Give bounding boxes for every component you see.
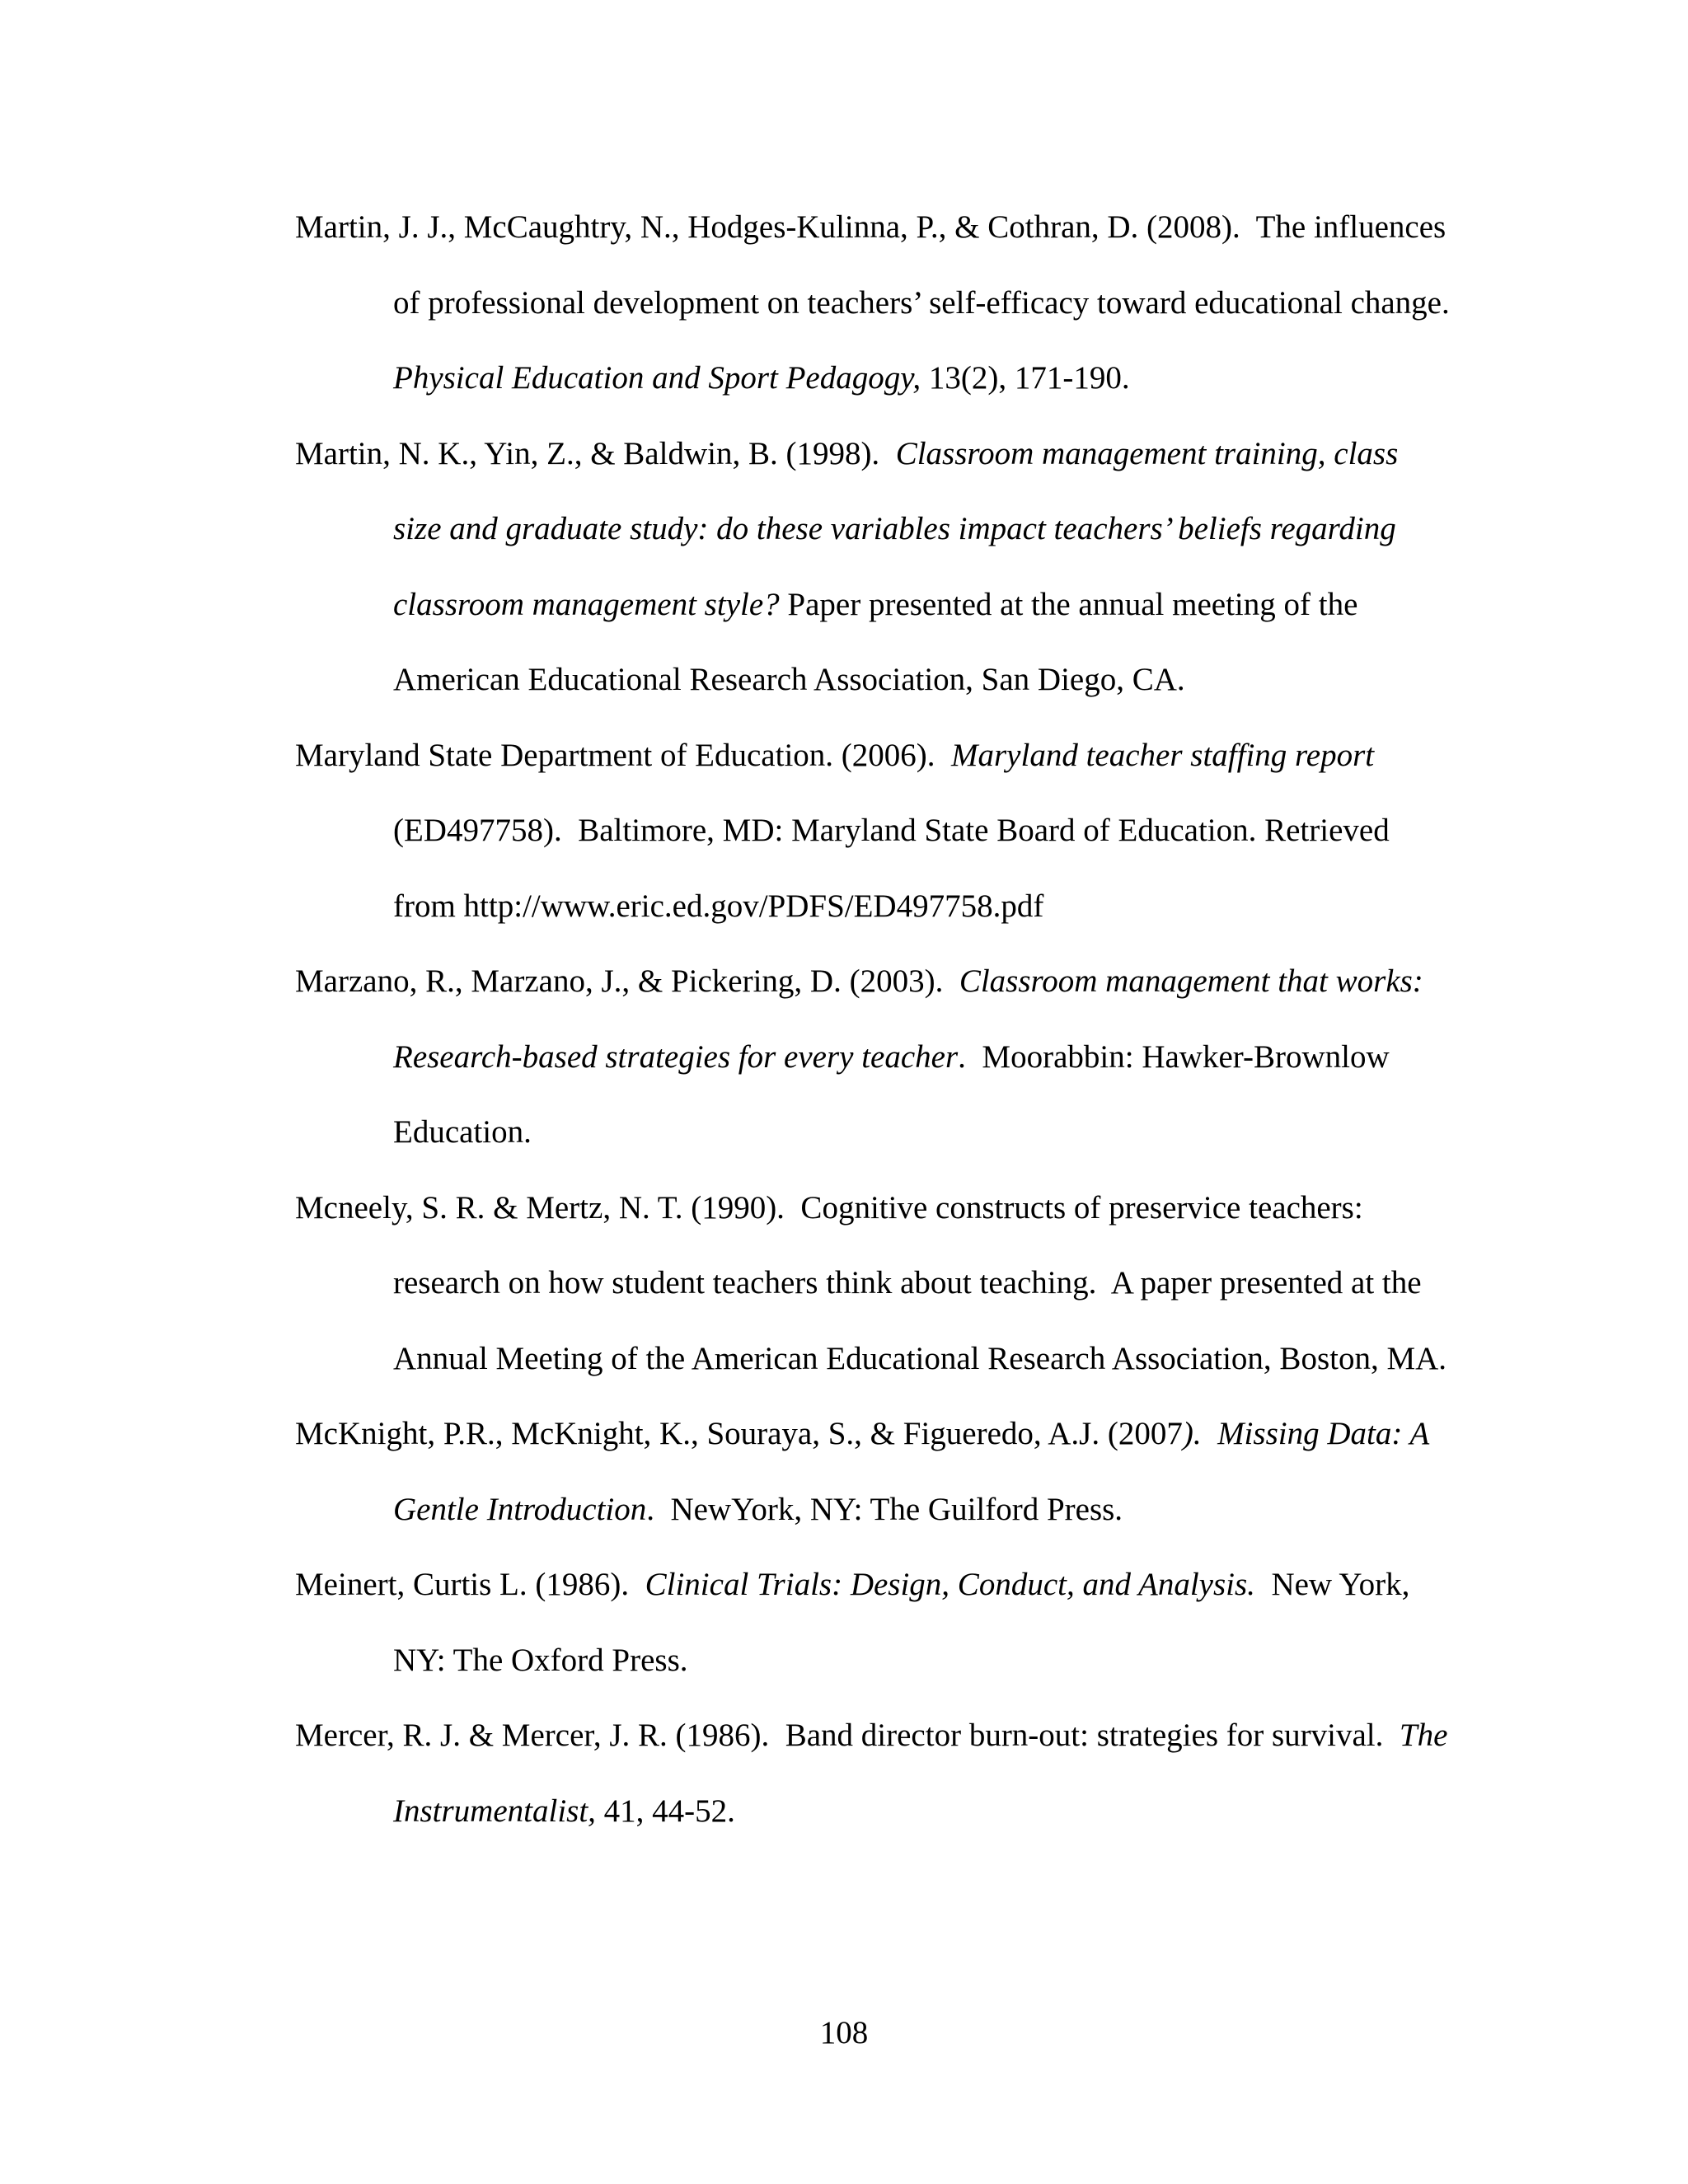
italic-text: Research-based strategies for every teacher xyxy=(393,1038,959,1075)
reference-line xyxy=(295,416,1474,492)
reference-line xyxy=(295,1774,1474,1849)
italic-text: Physical Education and Sport Pedagogy, xyxy=(393,360,921,396)
reference-text: 13(2), 171-190. xyxy=(921,360,1130,396)
italic-text: Maryland teacher staffing report xyxy=(951,737,1375,773)
reference-line xyxy=(295,1321,1474,1397)
reference-text: Martin, J. J., McCaughtry, N., Hodges-Kulinna, P., & Cothran, D. (2008). The influences xyxy=(295,209,1447,245)
italic-text: classroom management style? xyxy=(393,586,780,622)
reference-line xyxy=(295,869,1474,944)
reference-line xyxy=(295,718,1474,794)
reference-line xyxy=(295,1094,1474,1170)
italic-text: Classroom management training, class xyxy=(895,435,1399,471)
reference-line xyxy=(295,491,1474,567)
reference-text: American Educational Research Association, San Diego, CA. xyxy=(393,662,1185,697)
reference-entry xyxy=(295,944,1474,1170)
reference-text: NY: The Oxford Press. xyxy=(393,1642,688,1678)
reference-list xyxy=(295,190,1474,1849)
reference-entry xyxy=(295,190,1474,416)
reference-entry xyxy=(295,1698,1474,1849)
reference-text: from http://www.eric.ed.gov/PDFS/ED497758.pdf xyxy=(393,888,1044,924)
reference-text: research on how student teachers think about teaching. A paper presented at the xyxy=(393,1265,1422,1301)
reference-line xyxy=(295,340,1474,416)
reference-line xyxy=(295,1396,1474,1472)
italic-text: ). Missing Data: A xyxy=(1182,1416,1430,1451)
italic-text: The xyxy=(1399,1718,1448,1753)
reference-line xyxy=(295,567,1474,643)
italic-text: Gentle Introduction xyxy=(393,1491,647,1527)
reference-text: Maryland State Department of Education. (2006). xyxy=(295,737,952,773)
reference-line xyxy=(295,1245,1474,1321)
reference-entry xyxy=(295,1396,1474,1547)
reference-line xyxy=(295,1019,1474,1095)
reference-entry xyxy=(295,1170,1474,1397)
italic-text: size and graduate study: do these variables impact teachers’ beliefs regarding xyxy=(393,511,1396,546)
reference-text: Paper presented at the annual meeting of the xyxy=(779,586,1358,622)
italic-text: Instrumentalist, xyxy=(393,1793,596,1829)
reference-text: Education. xyxy=(393,1114,532,1150)
reference-text: Mcneely, S. R. & Mertz, N. T. (1990). Cognitive constructs of preservice teachers: xyxy=(295,1189,1363,1226)
reference-text: . NewYork, NY: The Guilford Press. xyxy=(646,1491,1123,1527)
reference-line xyxy=(295,793,1474,869)
reference-entry xyxy=(295,1547,1474,1698)
reference-text: McKnight, P.R., McKnight, K., Souraya, S., & Figueredo, A.J. (2007 xyxy=(295,1416,1183,1451)
italic-text: Classroom management that works: xyxy=(959,963,1423,999)
reference-text: 41, 44-52. xyxy=(595,1793,735,1829)
reference-line xyxy=(295,1170,1474,1246)
reference-entry xyxy=(295,718,1474,944)
reference-line xyxy=(295,944,1474,1019)
reference-line xyxy=(295,265,1474,341)
reference-text: Meinert, Curtis L. (1986). xyxy=(295,1567,645,1602)
reference-line xyxy=(295,1472,1474,1548)
reference-text: New York, xyxy=(1254,1567,1410,1602)
reference-text: Mercer, R. J. & Mercer, J. R. (1986). Band director burn-out: strategies for survival. xyxy=(295,1718,1400,1753)
reference-text: (ED497758). Baltimore, MD: Maryland State Board of Education. Retrieved xyxy=(393,813,1390,848)
reference-text: Annual Meeting of the American Educational Research Association, Boston, MA. xyxy=(393,1340,1447,1376)
reference-line xyxy=(295,1698,1474,1774)
reference-text: Marzano, R., Marzano, J., & Pickering, D. (2003). xyxy=(295,963,959,999)
reference-entry xyxy=(295,416,1474,718)
reference-line xyxy=(295,642,1474,718)
reference-text: Martin, N. K., Yin, Z., & Baldwin, B. (1998). xyxy=(295,435,896,471)
reference-line xyxy=(295,1623,1474,1699)
reference-line xyxy=(295,1547,1474,1623)
page-number: 108 xyxy=(819,2015,869,2050)
reference-text: of professional development on teachers’ self-efficacy toward educational change. xyxy=(393,284,1450,321)
italic-text: Clinical Trials: Design, Conduct, and Analysis. xyxy=(645,1567,1255,1602)
reference-text: . Moorabbin: Hawker-Brownlow xyxy=(958,1038,1390,1075)
reference-line xyxy=(295,190,1474,265)
